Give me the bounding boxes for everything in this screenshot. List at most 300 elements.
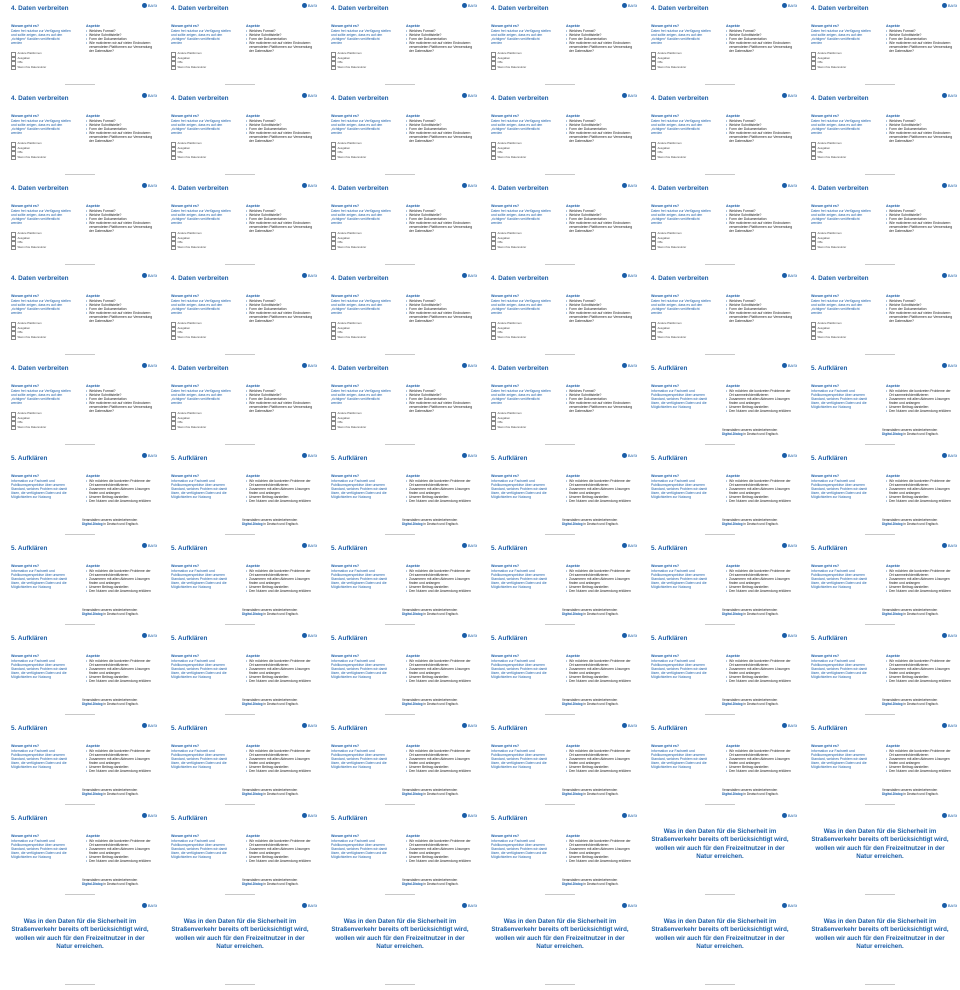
checkbox-icon[interactable]: [651, 336, 656, 341]
slide-explain[interactable]: [640, 360, 800, 450]
lead-line: und sollte zeigen, dass es auf den: [491, 33, 543, 37]
lead-line: Information zur Fachwelt und: [11, 659, 55, 663]
aspect-list: [886, 209, 956, 233]
footer-rule: [705, 174, 735, 175]
checkbox-icon[interactable]: [171, 426, 176, 431]
logo-mark-icon: [142, 3, 147, 8]
checkbox-item[interactable]: [11, 336, 79, 341]
checkbox-label: Wenn ihre Datennutzer: [817, 64, 847, 69]
checkbox-icon[interactable]: [491, 426, 496, 431]
aspect-item: • Zusammen mit allen Akteuren Lösungen finden und anfangen: [886, 757, 956, 765]
slide-data[interactable]: [160, 180, 320, 270]
slide-explain[interactable]: [160, 810, 320, 900]
right-column: [886, 654, 956, 683]
checkbox-list: [491, 52, 559, 70]
checkbox-item[interactable]: [331, 156, 399, 161]
footer-rule: [385, 894, 415, 895]
lead-line: und sollte zeigen, dass es auf den: [651, 33, 703, 37]
slide-explain[interactable]: [320, 540, 480, 630]
checkbox-item[interactable]: [491, 336, 559, 341]
footer-rule: [705, 534, 735, 535]
lead-line: Daten frei nutzbar zur Verfügung stellen: [11, 209, 71, 213]
slide-data[interactable]: [320, 90, 480, 180]
logo: [622, 273, 637, 278]
aspect-item: • Wie motivieren wir auf vielen Endnutzern verwendeten Plattformen zur Verwendung der Datensätze?: [86, 131, 156, 143]
checkbox-icon[interactable]: [491, 156, 496, 161]
event-name: Digital-Dialog: [722, 792, 743, 796]
aspect-item: • Form der Dokumentation: [566, 307, 636, 311]
left-column: [171, 564, 239, 589]
event-note-tail: in Deutsch und Englisch.: [582, 882, 619, 886]
checkbox-label: Ausgaben: [817, 145, 831, 150]
checkbox-icon[interactable]: [331, 426, 336, 431]
logo: [942, 93, 957, 98]
checkbox-icon[interactable]: [11, 66, 16, 71]
right-column: [886, 474, 956, 503]
aspect-item: • Wir möchten die konkreten Probleme der Ort sammeln/identifizieren: [566, 659, 636, 667]
event-name: Digital-Dialog: [242, 792, 263, 796]
aspect-list: [406, 119, 476, 143]
logo-mark-icon: [622, 183, 627, 188]
checkbox-item[interactable]: [491, 66, 559, 71]
event-note: [562, 788, 632, 796]
lead-line: werden: [171, 311, 183, 315]
left-heading: Worum geht es?: [491, 564, 520, 568]
slide-data[interactable]: [640, 90, 800, 180]
checkbox-item[interactable]: [491, 246, 559, 251]
logo-mark-icon: [942, 633, 947, 638]
checkbox-icon[interactable]: [811, 156, 816, 161]
logo-text: BASt: [787, 813, 797, 818]
checkbox-item[interactable]: [331, 246, 399, 251]
slide-explain[interactable]: [0, 810, 160, 900]
checkbox-label: Ausgaben: [497, 325, 511, 330]
slide-data[interactable]: [0, 90, 160, 180]
checkbox-item[interactable]: [171, 66, 239, 71]
checkbox-icon[interactable]: [171, 66, 176, 71]
lead-line: Information zur Fachwelt und: [491, 569, 535, 573]
lead-line: lösen, die verfügbaren Daten und die: [11, 581, 67, 585]
checkbox-icon[interactable]: [331, 336, 336, 341]
lead-line: Publikumsperspektive über unseren: [491, 843, 545, 847]
event-name: Digital-Dialog: [882, 612, 903, 616]
lead-line: Möglichkeiten zur Nutzung: [11, 495, 51, 499]
slide-title: 5. Aufklären: [171, 815, 208, 822]
slide-data[interactable]: [800, 90, 960, 180]
checkbox-label: Andere Plattformen: [497, 411, 522, 416]
slide-explain[interactable]: [320, 630, 480, 720]
aspect-item: • Den Nutzen und die Anwendung erklären: [406, 589, 476, 593]
slide-explain[interactable]: [480, 810, 640, 900]
checkbox-label: Wenn ihre Datennutzer: [337, 424, 367, 429]
aspect-item: • Form der Dokumentation: [566, 127, 636, 131]
slide-title: 4. Daten verbreiten: [491, 275, 549, 282]
left-column: [171, 294, 239, 340]
checkbox-item[interactable]: [331, 66, 399, 71]
right-heading: Aspekte: [566, 744, 580, 748]
checkbox-label: Ausgaben: [17, 55, 31, 60]
checkbox-icon[interactable]: [11, 156, 16, 161]
checkbox-item[interactable]: [651, 156, 719, 161]
checkbox-icon[interactable]: [491, 66, 496, 71]
aspect-item: • Form der Dokumentation: [246, 217, 316, 221]
slide-data[interactable]: [0, 360, 160, 450]
checkbox-icon[interactable]: [331, 66, 336, 71]
event-name: Digital-Dialog: [82, 612, 103, 616]
lead-line: werden: [651, 311, 663, 315]
logo-mark-icon: [782, 183, 787, 188]
slide-data[interactable]: [160, 270, 320, 360]
aspect-item: • Wie motivieren wir auf vielen Endnutzern verwendeten Plattformen zur Verwendung der Datensätze?: [246, 311, 316, 323]
checkbox-icon[interactable]: [491, 246, 496, 251]
lead-line: Möglichkeiten zur Nutzung: [171, 675, 211, 679]
slide-quote[interactable]: [640, 810, 800, 900]
lead-line: Information zur Fachwelt und: [171, 479, 215, 483]
slide-quote[interactable]: [480, 900, 640, 990]
slide-explain[interactable]: [320, 720, 480, 810]
event-note-tail: in Deutsch und Englisch.: [902, 612, 939, 616]
aspect-item: • Welche Schnittstelle?: [86, 393, 156, 397]
checkbox-label: Offe: [817, 240, 823, 245]
aspect-item: • Den Nutzen und die Anwendung erklären: [886, 409, 956, 413]
slide-title: 4. Daten verbreiten: [331, 5, 389, 12]
slide-data[interactable]: [800, 180, 960, 270]
checkbox-icon[interactable]: [171, 156, 176, 161]
left-heading: Worum geht es?: [491, 24, 520, 28]
right-column: [86, 744, 156, 773]
checkbox-icon[interactable]: [171, 336, 176, 341]
slide-title: 5. Aufklären: [171, 545, 208, 552]
checkbox-list: [11, 412, 79, 430]
slide-title: 4. Daten verbreiten: [651, 5, 709, 12]
slide-explain[interactable]: [800, 360, 960, 450]
checkbox-icon[interactable]: [811, 336, 816, 341]
checkbox-icon[interactable]: [11, 336, 16, 341]
right-column: [726, 24, 796, 53]
aspect-item: • Wir möchten die konkreten Probleme der Ort sammeln/identifizieren: [246, 659, 316, 667]
slide-quote[interactable]: [160, 900, 320, 990]
slide-explain[interactable]: [640, 540, 800, 630]
checkbox-item[interactable]: [171, 156, 239, 161]
checkbox-item[interactable]: [651, 246, 719, 251]
checkbox-label: Wenn ihre Datennutzer: [177, 334, 207, 339]
checkbox-item[interactable]: [491, 426, 559, 431]
aspect-item: • Welche Schnittstelle?: [406, 303, 476, 307]
aspect-list: [86, 569, 156, 593]
slide-title: 4. Daten verbreiten: [11, 365, 69, 372]
slide-title: 5. Aufklären: [491, 545, 528, 552]
event-note: [82, 698, 152, 706]
aspect-item: • Form der Dokumentation: [886, 127, 956, 131]
aspect-item: • Welches Format?: [726, 299, 796, 303]
checkbox-item[interactable]: [811, 156, 879, 161]
left-column: [491, 834, 559, 859]
aspect-list: [86, 839, 156, 863]
slide-explain[interactable]: [320, 810, 480, 900]
lead-line: Standard, welches Problem wir damit: [171, 667, 227, 671]
event-note-tail: in Deutsch und Englisch.: [262, 522, 299, 526]
slide-title: 4. Daten verbreiten: [811, 95, 869, 102]
aspect-item: • Form der Dokumentation: [406, 37, 476, 41]
slide-quote[interactable]: [320, 900, 480, 990]
slide-data[interactable]: [800, 270, 960, 360]
aspect-item: • Welche Schnittstelle?: [246, 303, 316, 307]
lead-line: Standard, welches Problem wir damit: [651, 397, 707, 401]
right-column: [726, 204, 796, 233]
footer-rule: [865, 84, 895, 85]
left-heading: Worum geht es?: [491, 204, 520, 208]
checkbox-icon[interactable]: [651, 156, 656, 161]
checkbox-item[interactable]: [651, 336, 719, 341]
footer-rule: [545, 894, 575, 895]
aspect-item: • Unserer Beitrag darstellen: [86, 585, 156, 589]
logo: [302, 453, 317, 458]
checkbox-icon[interactable]: [171, 246, 176, 251]
slide-explain[interactable]: [160, 450, 320, 540]
slide-explain[interactable]: [0, 630, 160, 720]
right-column: [726, 654, 796, 683]
slide-data[interactable]: [0, 270, 160, 360]
slide-quote[interactable]: [0, 900, 160, 990]
checkbox-item[interactable]: [491, 156, 559, 161]
aspect-item: • Wir möchten die konkreten Probleme der Ort sammeln/identifizieren: [86, 479, 156, 487]
lead-line: Möglichkeiten zur Nutzung: [811, 585, 851, 589]
slide-explain[interactable]: [800, 720, 960, 810]
slide-title: 4. Daten verbreiten: [811, 5, 869, 12]
logo: [942, 3, 957, 8]
right-heading: Aspekte: [246, 744, 260, 748]
slide-explain[interactable]: [0, 540, 160, 630]
slide-explain[interactable]: [480, 630, 640, 720]
quote-text: Was in den Daten für die Sicherheit im Straßenverkehr bereits oft berücksichtigt wird, wollen wir auch für den Freizeitnutzer in der Natur erreichen.: [651, 918, 789, 950]
left-heading: Worum geht es?: [811, 654, 840, 658]
slide-data[interactable]: [320, 0, 480, 90]
slide-quote[interactable]: [640, 900, 800, 990]
left-heading: Worum geht es?: [651, 564, 680, 568]
slide-explain[interactable]: [0, 450, 160, 540]
slide-data[interactable]: [160, 0, 320, 90]
checkbox-icon[interactable]: [491, 336, 496, 341]
footer-rule: [705, 624, 735, 625]
aspect-item: • Welche Schnittstelle?: [566, 303, 636, 307]
slide-data[interactable]: [0, 180, 160, 270]
aspect-list: [86, 749, 156, 773]
left-heading: Worum geht es?: [171, 114, 200, 118]
logo-mark-icon: [142, 723, 147, 728]
checkbox-item[interactable]: [811, 336, 879, 341]
aspect-item: • Welche Schnittstelle?: [246, 393, 316, 397]
lead-line: Standard, welches Problem wir damit: [171, 487, 227, 491]
lead-line: werden: [171, 401, 183, 405]
checkbox-item[interactable]: [331, 426, 399, 431]
slide-data[interactable]: [320, 270, 480, 360]
lead-line: Publikumsperspektive über unseren: [811, 753, 865, 757]
checkbox-label: Wenn ihre Datennutzer: [177, 424, 207, 429]
event-name: Digital-Dialog: [242, 882, 263, 886]
checkbox-label: Andere Plattformen: [817, 231, 842, 236]
logo: [942, 543, 957, 548]
footer-rule: [865, 354, 895, 355]
checkbox-icon[interactable]: [651, 246, 656, 251]
slide-data[interactable]: [480, 270, 640, 360]
slide-explain[interactable]: [800, 630, 960, 720]
checkbox-list: [171, 412, 239, 430]
checkbox-item[interactable]: [651, 66, 719, 71]
lead-line: Publikumsperspektive über unseren: [171, 663, 225, 667]
left-column: [11, 654, 79, 679]
checkbox-label: Wenn ihre Datennutzer: [177, 244, 207, 249]
lead-line: Information zur Fachwelt und: [491, 749, 535, 753]
event-note-line: [82, 702, 152, 706]
checkbox-list: [171, 322, 239, 340]
slide-explain[interactable]: [0, 720, 160, 810]
lead-line: Standard, welches Problem wir damit: [171, 847, 227, 851]
logo-mark-icon: [942, 273, 947, 278]
checkbox-item[interactable]: [171, 426, 239, 431]
slide-explain[interactable]: [160, 630, 320, 720]
checkbox-item[interactable]: [331, 336, 399, 341]
aspect-item: • Welches Format?: [406, 209, 476, 213]
slide-explain[interactable]: [640, 450, 800, 540]
logo-mark-icon: [462, 903, 467, 908]
slide-title: 5. Aufklären: [171, 725, 208, 732]
lead-line: Möglichkeiten zur Nutzung: [491, 585, 531, 589]
aspect-item: • Den Nutzen und die Anwendung erklären: [566, 679, 636, 683]
lead-line: Möglichkeiten zur Nutzung: [171, 855, 211, 859]
logo: [622, 363, 637, 368]
right-heading: Aspekte: [726, 474, 740, 478]
event-note-line: [402, 792, 472, 796]
slide-quote[interactable]: [800, 900, 960, 990]
aspect-item: • Form der Dokumentation: [86, 307, 156, 311]
aspect-list: [406, 839, 476, 863]
slide-data[interactable]: [0, 0, 160, 90]
checkbox-item[interactable]: [811, 66, 879, 71]
aspect-list: [406, 569, 476, 593]
lead-line: „richtigen“ Kanälen veröffentlicht: [491, 397, 540, 401]
logo: [622, 723, 637, 728]
right-column: [886, 114, 956, 143]
checkbox-icon[interactable]: [811, 66, 816, 71]
checkbox-icon[interactable]: [11, 246, 16, 251]
aspect-item: • Unserer Beitrag darstellen: [246, 765, 316, 769]
slide-explain[interactable]: [640, 720, 800, 810]
lead-line: Publikumsperspektive über unseren: [491, 753, 545, 757]
logo-text: BASt: [787, 903, 797, 908]
aspect-item: • Form der Dokumentation: [886, 37, 956, 41]
slide-data[interactable]: [640, 270, 800, 360]
checkbox-item[interactable]: [171, 336, 239, 341]
checkbox-item[interactable]: [11, 246, 79, 251]
logo: [782, 633, 797, 638]
checkbox-list: [171, 142, 239, 160]
slide-data[interactable]: [160, 360, 320, 450]
lead-line: Möglichkeiten zur Nutzung: [331, 495, 371, 499]
checkbox-icon[interactable]: [331, 156, 336, 161]
aspect-item: • Welche Schnittstelle?: [726, 213, 796, 217]
checkbox-icon[interactable]: [331, 246, 336, 251]
footer-rule: [385, 624, 415, 625]
aspect-item: • Unserer Beitrag darstellen: [886, 675, 956, 679]
slide-explain[interactable]: [640, 630, 800, 720]
slide-data[interactable]: [640, 0, 800, 90]
checkbox-item[interactable]: [11, 156, 79, 161]
checkbox-item[interactable]: [11, 66, 79, 71]
right-column: [566, 114, 636, 143]
checkbox-item[interactable]: [811, 246, 879, 251]
slide-explain[interactable]: [480, 720, 640, 810]
lead-line: Standard, welches Problem wir damit: [171, 757, 227, 761]
slide-explain[interactable]: [160, 540, 320, 630]
checkbox-item[interactable]: [11, 426, 79, 431]
slide-data[interactable]: [160, 90, 320, 180]
slide-explain[interactable]: [160, 720, 320, 810]
left-heading: Worum geht es?: [11, 24, 40, 28]
slide-explain[interactable]: [800, 540, 960, 630]
slide-data[interactable]: [320, 180, 480, 270]
right-column: [726, 384, 796, 413]
checkbox-icon[interactable]: [11, 426, 16, 431]
checkbox-list: [11, 322, 79, 340]
slide-explain[interactable]: [800, 450, 960, 540]
checkbox-icon[interactable]: [811, 246, 816, 251]
aspect-item: • Wie motivieren wir auf vielen Endnutzern verwendeten Plattformen zur Verwendung der Datensätze?: [86, 311, 156, 323]
logo-text: BASt: [307, 363, 317, 368]
lead-line: und sollte zeigen, dass es auf den: [491, 213, 543, 217]
logo: [142, 633, 157, 638]
slide-data[interactable]: [800, 0, 960, 90]
slide-quote[interactable]: [800, 810, 960, 900]
slide-title: 4. Daten verbreiten: [491, 365, 549, 372]
right-column: [246, 294, 316, 323]
slide-data[interactable]: [480, 90, 640, 180]
aspect-item: • Den Nutzen und die Anwendung erklären: [406, 679, 476, 683]
slide-explain[interactable]: [320, 450, 480, 540]
slide-data[interactable]: [480, 0, 640, 90]
slide-explain[interactable]: [480, 540, 640, 630]
slide-explain[interactable]: [480, 450, 640, 540]
slide-data[interactable]: [480, 180, 640, 270]
quote-text: Was in den Daten für die Sicherheit im Straßenverkehr bereits oft berücksichtigt wird, wollen wir auch für den Freizeitnutzer in der Natur erreichen.: [171, 918, 309, 950]
checkbox-label: Ausgaben: [177, 55, 191, 60]
lead-line: Daten frei nutzbar zur Verfügung stellen: [811, 29, 871, 33]
aspect-item: • Welches Format?: [886, 209, 956, 213]
lead-line: „richtigen“ Kanälen veröffentlicht: [491, 127, 540, 131]
slide-data[interactable]: [640, 180, 800, 270]
slide-data[interactable]: [320, 360, 480, 450]
lead-line: und sollte zeigen, dass es auf den: [171, 33, 223, 37]
aspect-item: • Welches Format?: [726, 29, 796, 33]
right-column: [566, 744, 636, 773]
right-column: [86, 114, 156, 143]
logo: [302, 633, 317, 638]
lead-line: „richtigen“ Kanälen veröffentlicht: [811, 217, 860, 221]
aspect-item: • Unserer Beitrag darstellen: [566, 495, 636, 499]
aspect-list: [406, 479, 476, 503]
aspect-item: • Wie motivieren wir auf vielen Endnutzern verwendeten Plattformen zur Verwendung der Datensätze?: [86, 401, 156, 413]
right-heading: Aspekte: [726, 114, 740, 118]
lead-line: und sollte zeigen, dass es auf den: [811, 33, 863, 37]
left-heading: Worum geht es?: [171, 24, 200, 28]
slide-title: 4. Daten verbreiten: [651, 185, 709, 192]
slide-data[interactable]: [480, 360, 640, 450]
lead-line: Daten frei nutzbar zur Verfügung stellen: [11, 389, 71, 393]
checkbox-icon[interactable]: [651, 66, 656, 71]
checkbox-label: Wenn ihre Datennutzer: [17, 244, 47, 249]
checkbox-item[interactable]: [171, 246, 239, 251]
aspect-item: • Zusammen mit allen Akteuren Lösungen finden und anfangen: [566, 487, 636, 495]
right-heading: Aspekte: [566, 294, 580, 298]
